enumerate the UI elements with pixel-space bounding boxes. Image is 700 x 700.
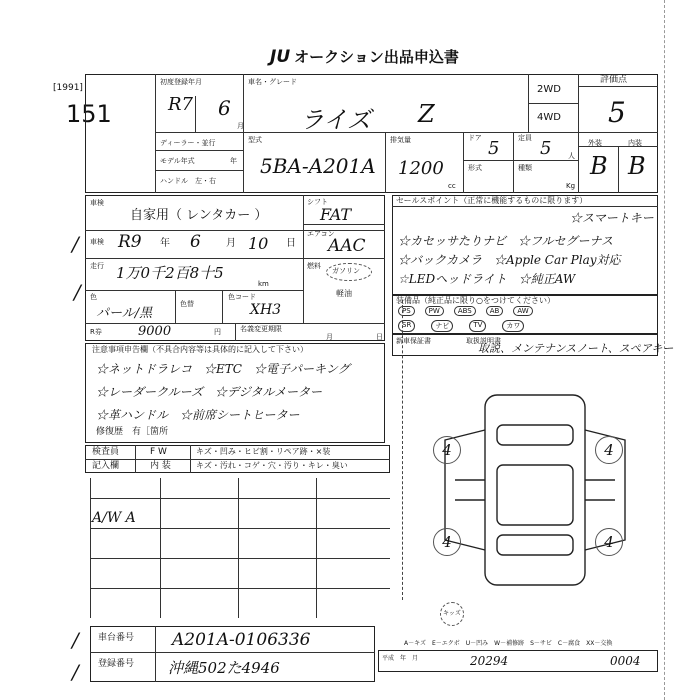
- capacity-unit: 人: [568, 152, 575, 160]
- lot-number: 151: [66, 100, 112, 128]
- tire-rl-value: 4: [442, 533, 452, 551]
- recycle-unit: 円: [214, 328, 221, 336]
- inspector-stamp: [440, 602, 464, 626]
- name-change-day: 日: [376, 333, 383, 341]
- kg-label: Kg: [566, 182, 576, 190]
- inspection-year-unit: 年: [160, 238, 170, 249]
- notes-label: 注意事項申告欄（不具合内容等は具体的に記入して下さい）: [92, 345, 308, 354]
- mileage-label: 走行: [90, 262, 104, 270]
- name-change-label: 名義変更期限: [240, 325, 282, 333]
- model-year-label: モデル年式: [160, 157, 195, 165]
- color-code-label: 色コード: [228, 293, 256, 301]
- mileage-value: 1万0千2百8十5: [116, 264, 224, 282]
- tire-front-left: [433, 436, 461, 464]
- fw-options: キズ・凹み・ヒビ割・リペア跡・×装: [196, 447, 331, 456]
- mileage-unit: km: [258, 280, 269, 288]
- car-damage-diagram: [425, 385, 645, 595]
- reg-month-unit: 月: [237, 122, 244, 130]
- equipment-row-1: [398, 306, 533, 316]
- drive-4wd: 4WD: [537, 112, 561, 123]
- shaken-value: 20294: [470, 654, 509, 668]
- note-line-3: ☆革ハンドル ☆前席シートヒーター: [96, 408, 300, 422]
- displacement-label: 排気量: [390, 136, 411, 144]
- chassis-value: A201A-0106336: [172, 630, 311, 650]
- int-options: キズ・汚れ・コゲ・穴・汚り・キレ・臭い: [196, 461, 348, 470]
- color-value: パール/黒: [96, 306, 153, 321]
- inspection-month: 6: [190, 232, 201, 252]
- doors-label: ドア: [468, 134, 482, 142]
- page-title: オークション出品申込書: [294, 48, 459, 66]
- tire-rear-right: [595, 528, 623, 556]
- inspection-label: 車検: [90, 199, 104, 207]
- interior-grade: B: [628, 152, 646, 180]
- diesel-label: 軽油: [336, 289, 352, 298]
- tire-fl-value: 4: [442, 441, 452, 459]
- note-line-2: ☆レーダークルーズ ☆デジタルメーター: [96, 385, 322, 399]
- displacement-value: 1200: [398, 158, 444, 179]
- rating-value: 5: [608, 96, 626, 129]
- ju-logo: JU: [270, 46, 291, 67]
- doors-value: 5: [488, 138, 500, 159]
- capacity-value: 5: [540, 138, 552, 159]
- damage-legend: A－キズ E－エクボ U－凹み W－補修跡 S－サビ C－腐食 XX－交換: [404, 640, 613, 647]
- exterior-grade: B: [590, 152, 608, 180]
- inspection-label-2: 車検: [90, 238, 104, 246]
- margin-mark-3: /: [72, 628, 79, 652]
- aircon-value: AAC: [328, 236, 366, 256]
- model-type-value: 5BA-A201A: [260, 154, 376, 178]
- name-change-month: 月: [326, 333, 333, 341]
- gasoline-label: ガソリン: [332, 267, 360, 275]
- newcar-warranty-label: 新車保証書: [396, 337, 431, 345]
- car-grade-label: 車名・グレード: [248, 78, 297, 86]
- reg-value: 沖縄502た4946: [168, 659, 280, 677]
- model-year-unit: 年: [230, 157, 237, 165]
- shaken-label: 平成 年 月: [382, 655, 419, 662]
- repair-history-label: 修復歴 有［箇所: [96, 427, 169, 437]
- tire-rear-left: [433, 528, 461, 556]
- capacity-label: 定員: [518, 134, 532, 142]
- color-code-value: XH3: [250, 302, 282, 318]
- equip-ps: PS: [398, 306, 415, 316]
- lot-year-code: [1991]: [53, 83, 83, 93]
- shift-value: FAT: [320, 205, 352, 224]
- sales-point-1: ☆スマートキー: [570, 211, 654, 225]
- margin-mark-2: /: [74, 280, 81, 304]
- chassis-label: 車台番号: [98, 633, 135, 643]
- inspection-day-unit: 日: [286, 238, 296, 249]
- inspection-month-unit: 月: [226, 238, 236, 249]
- cc-label: cc: [448, 182, 456, 190]
- equipment-row-2: [398, 320, 524, 332]
- reg-label: 登録番号: [98, 659, 135, 669]
- fw-label: F W: [150, 447, 167, 457]
- equip-abs: ABS: [454, 306, 476, 316]
- category-label: 種類: [518, 164, 532, 172]
- sales-point-4: ☆LEDヘッドライト ☆純正AW: [398, 272, 576, 286]
- manual-note: 取説、メンテナンスノート、スペアキー: [478, 342, 674, 355]
- equip-sr: SR: [398, 320, 415, 332]
- recycle-label: R券: [90, 328, 102, 336]
- equip-tv: TV: [469, 320, 486, 332]
- rating-label: 評価点: [600, 75, 628, 85]
- model-type-label: 型式: [248, 136, 262, 144]
- margin-mark-1: /: [72, 232, 79, 256]
- recycle-value: 9000: [138, 324, 172, 339]
- shaken-extra: 0004: [610, 654, 641, 668]
- sales-point-2: ☆カセッサたりナビ ☆フルセグーナス: [398, 234, 614, 248]
- equip-navi: ナビ: [431, 320, 453, 332]
- shift-label: シフト: [307, 198, 328, 206]
- color-label: 色: [90, 293, 97, 301]
- car-grade: Z: [418, 100, 435, 128]
- auction-note: A/W A: [92, 510, 136, 526]
- first-reg-label: 初度登録年月: [160, 78, 202, 86]
- note-line-1: ☆ネットドラレコ ☆ETC ☆電子パーキング: [96, 362, 350, 376]
- inspector-stamp-text: キッズ: [443, 610, 461, 617]
- tire-rr-value: 4: [604, 533, 614, 551]
- drive-2wd: 2WD: [537, 84, 561, 95]
- manual-label: 取扱説明書: [466, 337, 501, 345]
- inspection-era: R9: [118, 232, 142, 252]
- equip-aw: AW: [513, 306, 532, 316]
- tire-fr-value: 4: [604, 441, 614, 459]
- handle-label: ハンドル 左・右: [160, 177, 216, 185]
- equip-ab: AB: [486, 306, 504, 316]
- tire-front-right: [595, 436, 623, 464]
- interior-label: 内 装: [150, 461, 171, 471]
- reg-month: 6: [218, 96, 231, 120]
- equip-leather: カワ: [502, 320, 524, 332]
- header-title-row: [270, 46, 459, 67]
- int-label: 内装: [628, 139, 642, 147]
- fuel-label: 燃料: [307, 262, 321, 270]
- aircon-label: エアコン: [307, 230, 335, 238]
- color-change-label: 色替: [180, 300, 194, 308]
- ext-label: 外装: [588, 139, 602, 147]
- car-name: ライズ: [300, 106, 372, 134]
- center-dashed-line: [402, 300, 403, 600]
- model-code-label: 形式: [468, 164, 482, 172]
- equipment-label: 装備品（純正品に限り○をつけてください）: [396, 296, 555, 305]
- equip-pw: PW: [425, 306, 444, 316]
- margin-mark-4: /: [72, 660, 79, 684]
- reg-era: R7: [168, 94, 194, 115]
- inspection-day: 10: [248, 234, 269, 253]
- sales-points-label: セールスポイント（正常に機能するものに限ります）: [396, 196, 588, 205]
- entry-label: 記入欄: [92, 461, 120, 471]
- inspector-label: 検査員: [92, 447, 120, 457]
- inspection-type: 自家用（ レンタカー ）: [130, 208, 268, 223]
- sales-point-3: ☆バックカメラ ☆Apple Car Play対応: [398, 253, 621, 267]
- dealer-label: ディーラー・並行: [160, 139, 216, 147]
